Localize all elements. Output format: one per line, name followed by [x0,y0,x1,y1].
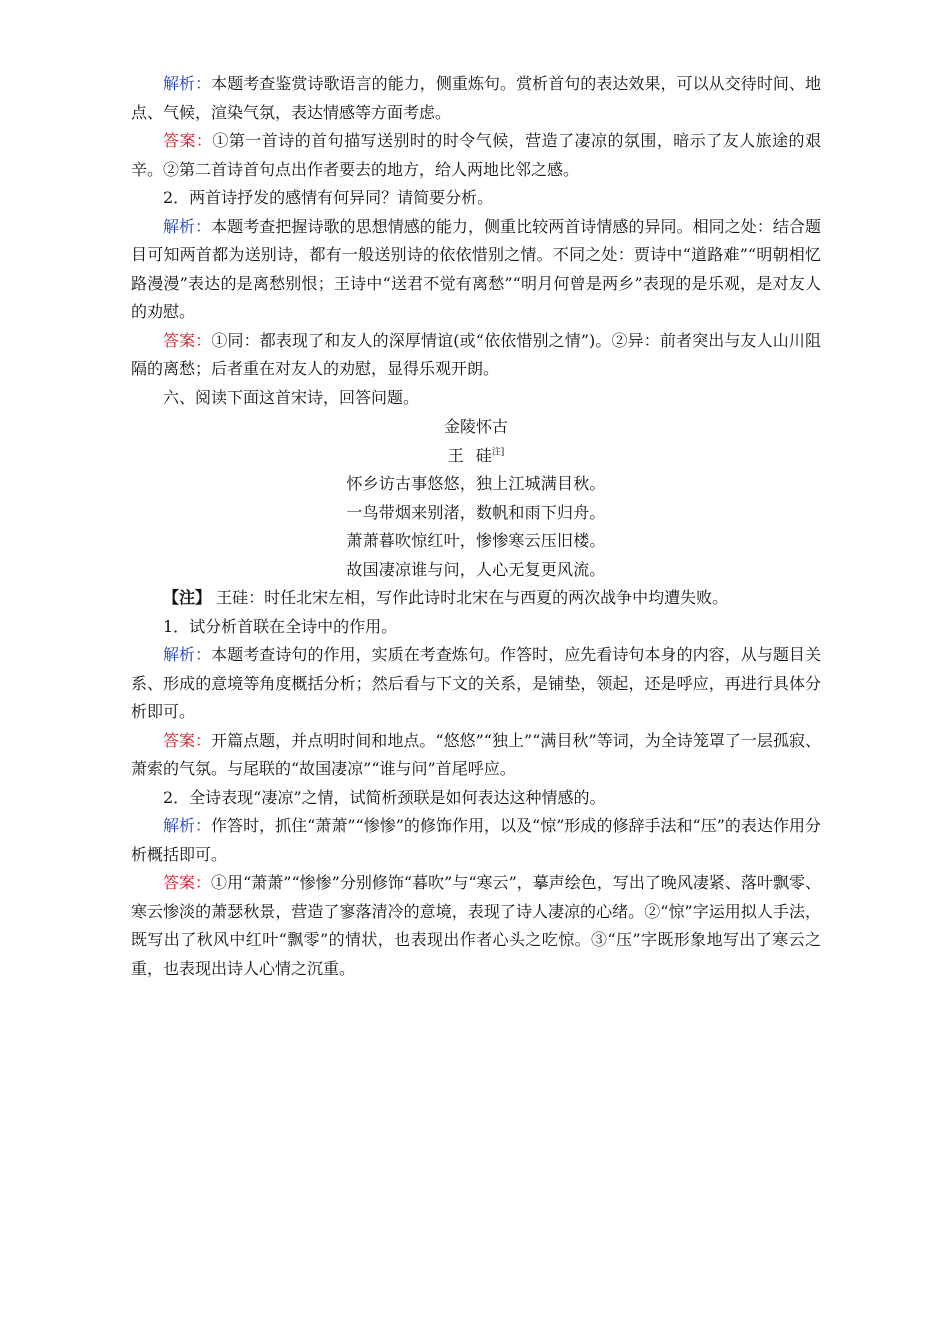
author-note-mark: 注] [491,447,505,458]
author-surname: 王 [447,445,464,465]
answer-text: 开篇点题，并点明时间和地点。“悠悠”“独上”“满目秋”等词，为全诗笼罩了一层孤寂、萧索的气氛。与尾联的“故国凄凉”“谁与问”首尾呼应。 [131,730,821,778]
answer-text: ①同：都表现了和友人的深厚情谊(或“依依惜别之情”)。②异：前者突出与友人山川阻隔的离愁；后者重在对友人的劝慰，显得乐观开朗。 [131,330,821,378]
author-given: 硅 [475,445,492,465]
answer-label: 答案： [163,730,212,750]
analysis-text: 本题考查鉴赏诗歌语言的能力，侧重炼句。赏析首句的表达效果，可以从交待时间、地点、气候，渲染气氛，表达情感等方面考虑。 [131,74,821,122]
answer-paragraph [131,327,821,384]
document-page [131,70,821,983]
answer-label: 答案： [163,873,212,892]
question-6-1: 1．试分析首联在全诗中的作用。 [163,616,398,636]
note-text: 王硅：时任北宋左相，写作此诗时北宋在与西夏的两次战争中均遭失败。 [216,588,729,607]
analysis-label: 解析： [163,216,212,236]
poem-author [131,442,821,471]
analysis-text: 作答时，抓住“萧萧”“惨惨”的修饰作用，以及“惊”形成的修辞手法和“压”的表达作用分析概括即可。 [131,816,821,864]
analysis-paragraph [131,812,821,869]
analysis-label: 解析： [163,816,212,835]
poem-note [131,584,821,613]
poem-line: 怀乡访古事悠悠，独上江城满目秋。 [346,474,606,493]
answer-label: 答案： [163,131,213,150]
question-6-2: 2．全诗表现“凄凉”之情，试简析颈联是如何表达这种情感的。 [163,787,606,807]
answer-paragraph [131,127,821,184]
poem-line: 一鸟带烟来别渚，数帆和雨下归舟。 [346,502,606,522]
analysis-text: 本题考查把握诗歌的思想情感的能力，侧重比较两首诗情感的异同。相同之处：结合题目可知两首都为送别诗，都有一般送别诗的依依惜别之情。不同之处：贾诗中“道路难”“明朝相忆路漫漫”表达的是离愁别恨；王诗中“送君不觉有离愁”“明月何曾是两乡”表现的是乐观，是对友人的劝慰。 [131,216,821,321]
poem-line: 故国凄凉谁与问，人心无复更风流。 [346,559,606,579]
analysis-label: 解析： [163,74,212,93]
poem-line: 萧萧暮吹惊红叶，惨惨寒云压旧楼。 [346,531,606,550]
analysis-paragraph [131,70,821,127]
answer-paragraph [131,727,821,784]
analysis-text: 本题考查诗句的作用，实质在考查炼句。作答时，应先看诗句本身的内容，从与题目关系、形成的意境等角度概括分析；然后看与下文的关系，是铺垫，领起，还是呼应，再进行具体分析即可。 [131,645,821,721]
answer-text: ①第一首诗的首句描写送别时的时令气候，营造了凄凉的氛围，暗示了友人旅途的艰辛。②第二首诗首句点出作者要去的地方，给人两地比邻之感。 [131,131,821,179]
analysis-paragraph [131,641,821,727]
answer-label: 答案： [163,330,212,350]
answer-text: ①用“萧萧”“惨惨”分别修饰“暮吹”与“寒云”，摹声绘色，写出了晚风凄紧、落叶飘零、寒云惨淡的萧瑟秋景，营造了寥落清冷的意境，表现了诗人凄凉的心绪。②“惊”字运用拟人手法，既写出了秋风中红叶“飘零”的情状，也表现出作者心头之吃惊。③“压”字既形象地写出了寒云之重，也表现出诗人心情之沉重。 [131,873,821,978]
analysis-label: 解析： [163,645,212,664]
analysis-paragraph [131,213,821,327]
note-label: 【注】 [163,588,212,607]
poem-title: 金陵怀古 [443,417,508,436]
answer-paragraph [131,869,821,983]
section-6-heading: 六、阅读下面这首宋诗，回答问题。 [163,387,420,407]
question-2: 2．两首诗抒发的感情有何异同？请简要分析。 [163,188,494,207]
